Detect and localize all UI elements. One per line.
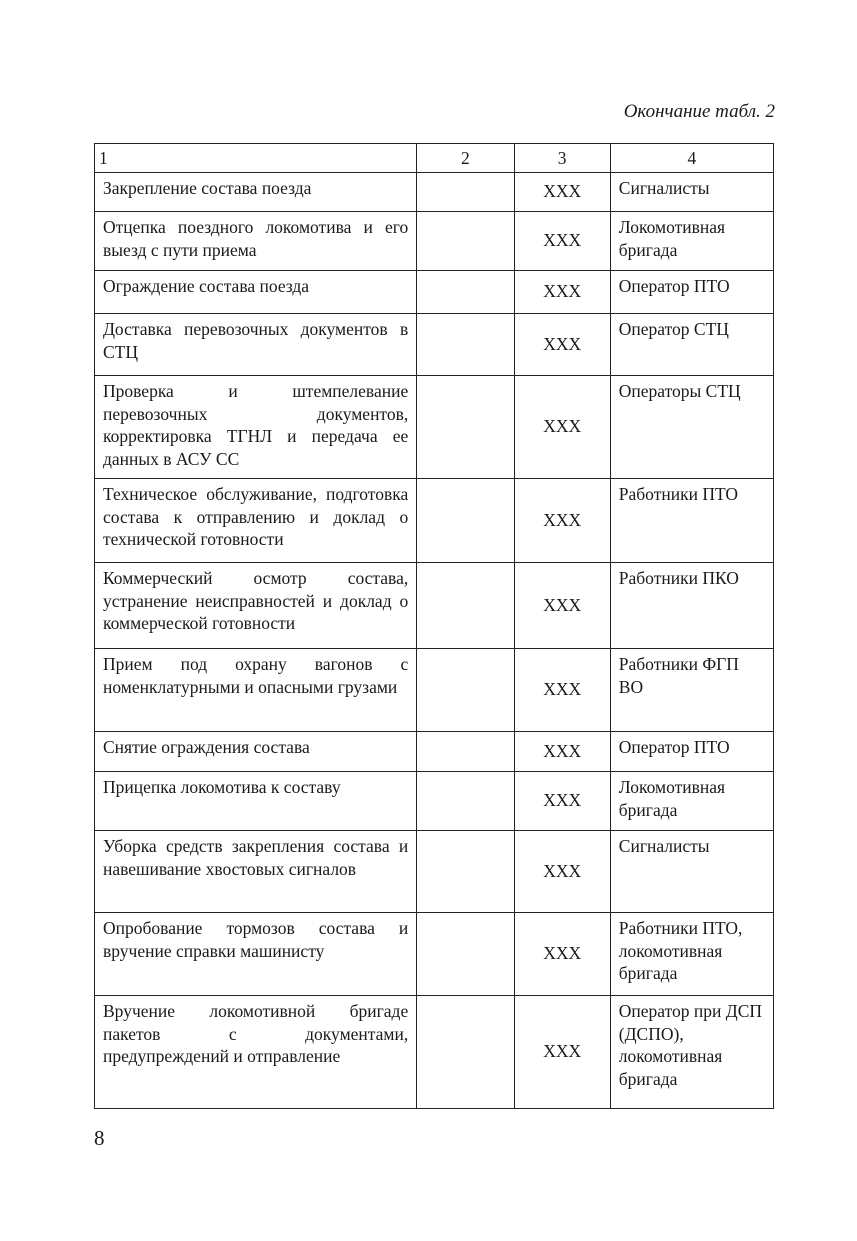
column-2-cell xyxy=(417,649,514,732)
table-row xyxy=(95,732,774,772)
column-2-cell xyxy=(417,212,514,271)
executor-cell: Оператор при ДСП (ДСПО), локомотивная бригада xyxy=(610,996,773,1109)
header-col-2: 2 xyxy=(417,144,514,173)
header-col-4: 4 xyxy=(610,144,773,173)
operation-cell: Техническое обслуживание, подготовка состава к отправлению и доклад о технической готовности xyxy=(95,479,417,563)
executor-cell: Оператор ПТО xyxy=(610,271,773,314)
table-row xyxy=(95,563,774,649)
table-row xyxy=(95,314,774,376)
column-2-cell xyxy=(417,732,514,772)
column-3-cell: ХХХ xyxy=(514,772,610,831)
column-3-cell: ХХХ xyxy=(514,479,610,563)
column-2-cell xyxy=(417,996,514,1109)
header-col-3: 3 xyxy=(514,144,610,173)
column-2-cell xyxy=(417,173,514,212)
column-2-cell xyxy=(417,831,514,913)
operation-cell: Опробование тормозов состава и вручение справки машинисту xyxy=(95,913,417,996)
column-3-cell: ХХХ xyxy=(514,173,610,212)
executor-cell: Локомотивная бригада xyxy=(610,772,773,831)
operation-cell: Прицепка локомотива к составу xyxy=(95,772,417,831)
column-3-cell: ХХХ xyxy=(514,271,610,314)
executor-cell: Операторы СТЦ xyxy=(610,376,773,479)
column-3-cell: ХХХ xyxy=(514,732,610,772)
column-3-cell: ХХХ xyxy=(514,376,610,479)
operation-cell: Снятие ограждения состава xyxy=(95,732,417,772)
table-row xyxy=(95,649,774,732)
operations-table xyxy=(94,143,774,1109)
operation-cell: Ограждение состава поезда xyxy=(95,271,417,314)
column-3-cell: ХХХ xyxy=(514,996,610,1109)
column-3-cell: ХХХ xyxy=(514,649,610,732)
column-3-cell: ХХХ xyxy=(514,563,610,649)
table-row xyxy=(95,772,774,831)
operation-cell: Доставка перевозочных документов в СТЦ xyxy=(95,314,417,376)
table-caption: Окончание табл. 2 xyxy=(623,101,775,122)
column-3-cell: ХХХ xyxy=(514,212,610,271)
operation-cell: Коммерческий осмотр состава, устранение неисправностей и доклад о коммерческой готовности xyxy=(95,563,417,649)
page-number: 8 xyxy=(94,1126,105,1150)
table-row xyxy=(95,376,774,479)
table-body xyxy=(95,173,774,1109)
column-2-cell xyxy=(417,913,514,996)
operation-cell: Уборка средств закрепления состава и навешивание хвостовых сигналов xyxy=(95,831,417,913)
column-2-cell xyxy=(417,376,514,479)
table-row xyxy=(95,173,774,212)
table-row xyxy=(95,996,774,1109)
table-row xyxy=(95,271,774,314)
executor-cell: Оператор ПТО xyxy=(610,732,773,772)
table-header-row xyxy=(95,144,774,173)
executor-cell: Работники ПКО xyxy=(610,563,773,649)
table-row xyxy=(95,913,774,996)
executor-cell: Работники ПТО, локомотивная бригада xyxy=(610,913,773,996)
executor-cell: Оператор СТЦ xyxy=(610,314,773,376)
table-row xyxy=(95,479,774,563)
executor-cell: Работники ФГП ВО xyxy=(610,649,773,732)
header-col-1: 1 xyxy=(95,144,417,173)
column-2-cell xyxy=(417,314,514,376)
operation-cell: Отцепка поездного локомотива и его выезд с пути приема xyxy=(95,212,417,271)
executor-cell: Сигналисты xyxy=(610,173,773,212)
table-row xyxy=(95,831,774,913)
operation-cell: Закрепление состава поезда xyxy=(95,173,417,212)
column-2-cell xyxy=(417,479,514,563)
column-3-cell: ХХХ xyxy=(514,314,610,376)
column-3-cell: ХХХ xyxy=(514,831,610,913)
operation-cell: Проверка и штемпелевание перевозочных документов, корректировка ТГНЛ и передача ее данных в АСУ СС xyxy=(95,376,417,479)
table-row xyxy=(95,212,774,271)
column-2-cell xyxy=(417,271,514,314)
column-2-cell xyxy=(417,563,514,649)
column-2-cell xyxy=(417,772,514,831)
operation-cell: Вручение локомотивной бригаде пакетов с документами, предупреждений и отправление xyxy=(95,996,417,1109)
executor-cell: Работники ПТО xyxy=(610,479,773,563)
executor-cell: Сигналисты xyxy=(610,831,773,913)
operation-cell: Прием под охрану вагонов с номенклатурными и опасными грузами xyxy=(95,649,417,732)
column-3-cell: ХХХ xyxy=(514,913,610,996)
executor-cell: Локомотивная бригада xyxy=(610,212,773,271)
